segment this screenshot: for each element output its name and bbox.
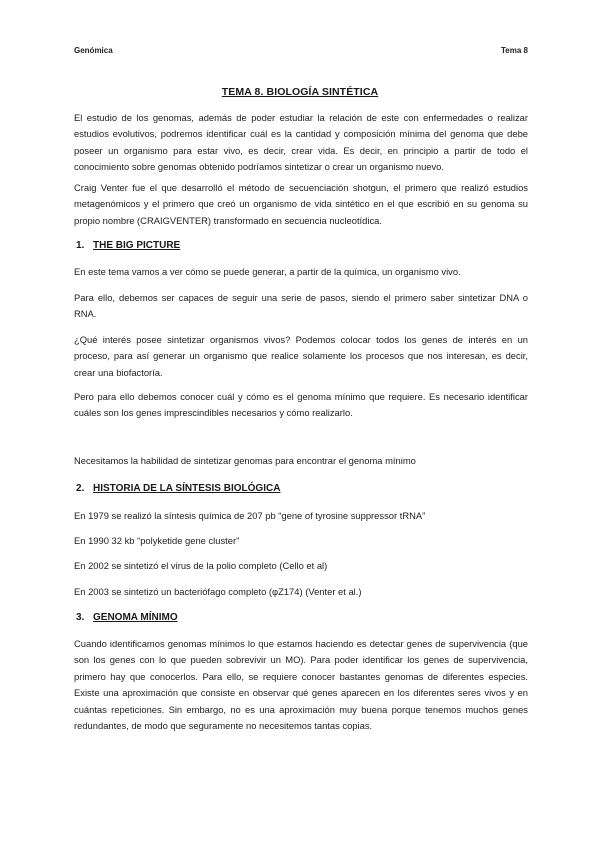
section-number: 2.	[76, 483, 85, 494]
history-item-1: En 1979 se realizó la síntesis química de 207 pb “gene of tyrosine suppressor tRNA”	[74, 510, 426, 521]
big-picture-paragraph-4: Pero para ello debemos conocer cuál y cómo es el genoma mínimo que requiere. Es necesario identificar cuáles son los genes imprescindibles necesarios y cómo realizarlo.	[74, 391, 528, 419]
big-picture-paragraph-1: En este tema vamos a ver cómo se puede generar, a partir de la química, un organismo vivo.	[74, 266, 461, 277]
header-left: Genómica	[74, 46, 113, 55]
minimal-genome-paragraph: Cuando identificamos genomas mínimos lo que estamos haciendo es detectar genes de supervivencia (que son los genes con lo que pueden sobrevivir un MO). Para poder identificar los genes de supervivencia, primero hay que conocerlos. Para ello, se requiere conocer bastantes genomas de diferentes especies. Existe una aproximación que consiste en observar qué genes aparecen en los diferentes seres vivos y en cuántas repeticiones. Sin embargo, no es una aproximación muy buena porque tenemos muchos genes redundantes, de modo que seguramente no necesitemos tantas copias.	[74, 638, 528, 732]
section-number: 1.	[76, 240, 85, 251]
history-item-4: En 2003 se sintetizó un bacteriófago completo (φZ174) (Venter et al.)	[74, 586, 362, 597]
section-heading-3	[76, 612, 178, 623]
history-item-3: En 2002 se sintetizó el virus de la polio completo (Cello et al)	[74, 560, 328, 571]
big-picture-paragraph-3: ¿Qué interés posee sintetizar organismos vivos? Podemos colocar todos los genes de interés en un proceso, para así generar un organismo que realice solamente los procesos que nos interesan, es decir, crear una biofactoría.	[74, 334, 528, 378]
history-item-2: En 1990 32 kb “polyketide gene cluster”	[74, 535, 240, 546]
section-heading-1	[76, 240, 180, 251]
section-number: 3.	[76, 612, 85, 623]
big-picture-paragraph-5: Necesitamos la habilidad de sintetizar genomas para encontrar el genoma mínimo	[74, 455, 416, 466]
document-title: TEMA 8. BIOLOGÍA SINTÉTICA	[221, 86, 379, 98]
intro-paragraph-1: El estudio de los genomas, además de poder estudiar la relación de este con enfermedades o realizar estudios evolutivos, podremos identificar cuál es la cantidad y composición mínima del genoma que debe poseer un organismo para estar vivo, es decir, crear vida. Es decir, en principio a partir de todo el conocimiento sobre genomas obtenido podríamos sintetizar o crear un organismo nuevo.	[74, 112, 528, 173]
section-title: GENOMA MÍNIMO	[93, 612, 178, 623]
section-title: HISTORIA DE LA SÍNTESIS BIOLÓGICA	[93, 483, 281, 494]
section-title: THE BIG PICTURE	[93, 240, 181, 251]
header-right: Tema 8	[501, 46, 528, 55]
big-picture-paragraph-2: Para ello, debemos ser capaces de seguir una serie de pasos, siendo el primero saber sintetizar DNA o RNA.	[74, 292, 528, 320]
section-heading-2	[76, 483, 280, 494]
intro-paragraph-2: Craig Venter fue el que desarrolló el método de secuenciación shotgun, el primero que realizó estudios metagenómicos y el primero que creó un organismo de vida sintético en el que escribió en su genoma su propio nombre (CRAIGVENTER) transformado en secuencia nucleotídica.	[74, 182, 528, 226]
